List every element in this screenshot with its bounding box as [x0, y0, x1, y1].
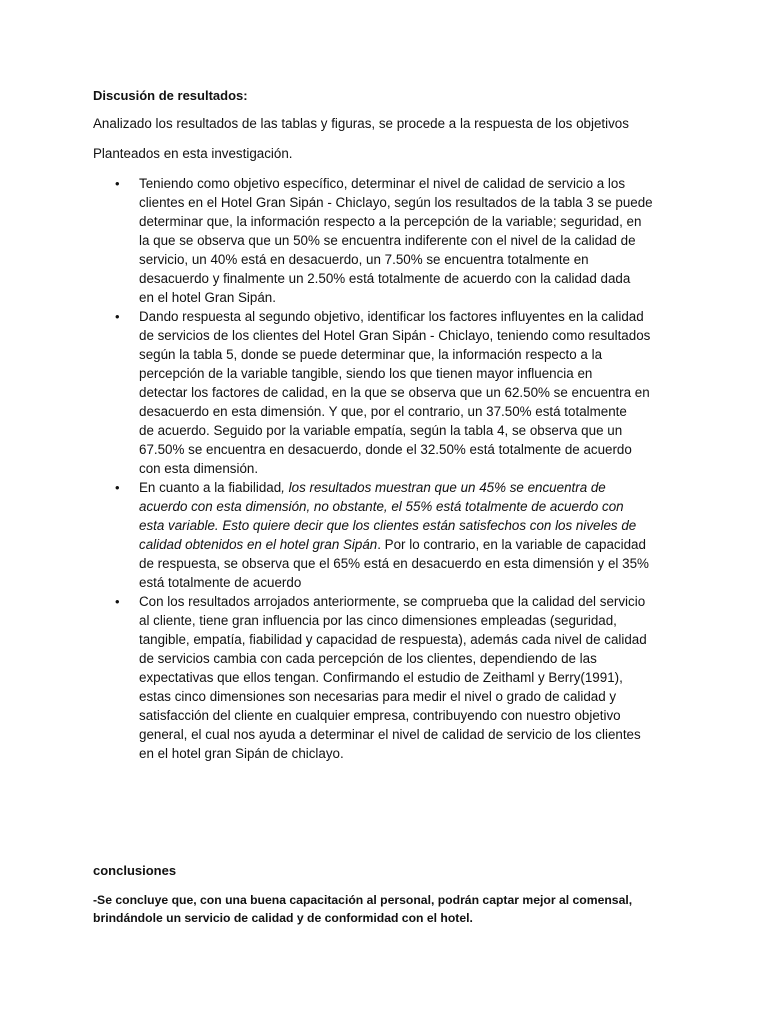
bullet-3-line: está totalmente de acuerdo — [139, 575, 302, 590]
bullet-dot-icon: • — [115, 594, 120, 609]
bullet-4-line: satisfacción del cliente en cualquier empresa, contribuyendo con nuestro objetivo — [139, 708, 621, 723]
bullet-1-line: determinar que, la información respecto a la percepción de la variable; seguridad, en — [139, 214, 642, 229]
discussion-heading: Discusión de resultados: — [93, 88, 248, 103]
bullet-4-line: en el hotel gran Sipán de chiclayo. — [139, 746, 344, 761]
intro-line-2: Planteados en esta investigación. — [93, 146, 293, 161]
bullet-1-line: la que se observa que un 50% se encuentra indiferente con el nivel de la calidad de — [139, 233, 636, 248]
bullet-4-line: tangible, empatía, fiabilidad y capacidad de respuesta), además cada nivel de calidad — [139, 632, 647, 647]
bullet-item-4 — [115, 592, 679, 763]
bullet-dot-icon: • — [115, 480, 120, 495]
bullet-3-line — [139, 535, 679, 554]
bullet-4-line: de servicios cambia con cada percepción de los clientes, dependiendo de las — [139, 651, 597, 666]
bullet-1-line: clientes en el Hotel Gran Sipán - Chiclayo, según los resultados de la tabla 3 se puede — [139, 195, 653, 210]
bullet-4-line: general, el cual nos ayuda a determinar el nivel de calidad de servicio de los clientes — [139, 727, 641, 742]
bullet-2-line: 67.50% se encuentra en desacuerdo, donde el 32.50% está totalmente de acuerdo — [139, 442, 632, 457]
bullet-4-line: Con los resultados arrojados anteriormente, se comprueba que la calidad del servicio — [139, 594, 646, 609]
bullet-2-line: de servicios de los clientes del Hotel Gran Sipán - Chiclayo, teniendo como resultados — [139, 328, 651, 343]
bullet-3-text: En cuanto a la fiabilidad — [139, 480, 282, 495]
bullet-1-line: desacuerdo y finalmente un 2.50% está totalmente de acuerdo con la calidad dada — [139, 271, 631, 286]
bullet-2-line: según la tabla 5, donde se puede determinar que, la información respecto a la — [139, 347, 603, 362]
bullet-3-line: de respuesta, se observa que el 65% está en desacuerdo en esta dimensión y el 35% — [139, 556, 649, 571]
bullet-item-2 — [115, 307, 679, 478]
bullet-3-line — [139, 478, 679, 497]
bullet-4-line: al cliente, tiene gran influencia por las cinco dimensiones empleadas (seguridad, — [139, 613, 617, 628]
bullet-dot-icon: • — [115, 309, 120, 324]
bullet-dot-icon: • — [115, 176, 120, 191]
conclusions-line: brindándole un servicio de calidad y de conformidad con el hotel. — [93, 911, 473, 925]
intro-line-1: Analizado los resultados de las tablas y figuras, se procede a la respuesta de los objetivos — [93, 116, 629, 131]
bullet-3-italic-text: calidad obtenidos en el hotel gran Sipán — [139, 537, 378, 552]
bullet-3-italic-text: esta variable. Esto quiere decir que los clientes están satisfechos con los niveles de — [139, 518, 637, 533]
bullet-3-line — [139, 516, 679, 535]
bullet-3-italic-text: acuerdo con esta dimensión, no obstante, el 55% está totalmente de acuerdo con — [139, 499, 624, 514]
bullet-3-text: . Por lo contrario, en la variable de capacidad — [377, 537, 646, 552]
bullet-2-line: con esta dimensión. — [139, 461, 259, 476]
bullet-4-line: expectativas que ellos tengan. Confirmando el estudio de Zeithaml y Berry(1991), — [139, 670, 623, 685]
conclusions-line: -Se concluye que, con una buena capacitación al personal, podrán captar mejor al comensal, — [93, 893, 633, 907]
bullet-1-line: Teniendo como objetivo específico, determinar el nivel de calidad de servicio a los — [139, 176, 626, 191]
bullet-3-italic-text: , los resultados muestran que un 45% se encuentra de — [281, 480, 606, 495]
bullet-1-line: servicio, un 40% está en desacuerdo, un 7.50% se encuentra totalmente en — [139, 252, 589, 267]
bullet-2-line: desacuerdo en esta dimensión. Y que, por el contrario, un 37.50% está totalmente — [139, 404, 627, 419]
bullet-3-line — [139, 497, 679, 516]
bullet-item-3 — [115, 478, 679, 592]
conclusions-heading: conclusiones — [93, 863, 177, 878]
bullet-item-1 — [115, 174, 679, 307]
results-bullet-list — [115, 174, 679, 763]
bullet-1-line: en el hotel Gran Sipán. — [139, 290, 276, 305]
bullet-2-line: percepción de la variable tangible, siendo los que tienen mayor influencia en — [139, 366, 593, 381]
bullet-4-line: estas cinco dimensiones son necesarias para medir el nivel o grado de calidad y — [139, 689, 617, 704]
bullet-2-line: de acuerdo. Seguido por la variable empatía, según la tabla 4, se observa que un — [139, 423, 623, 438]
bullet-2-line: Dando respuesta al segundo objetivo, identificar los factores influyentes en la calidad — [139, 309, 644, 324]
conclusions-text — [93, 891, 632, 927]
bullet-2-line: detectar los factores de calidad, en la que se observa que un 62.50% se encuentra en — [139, 385, 650, 400]
